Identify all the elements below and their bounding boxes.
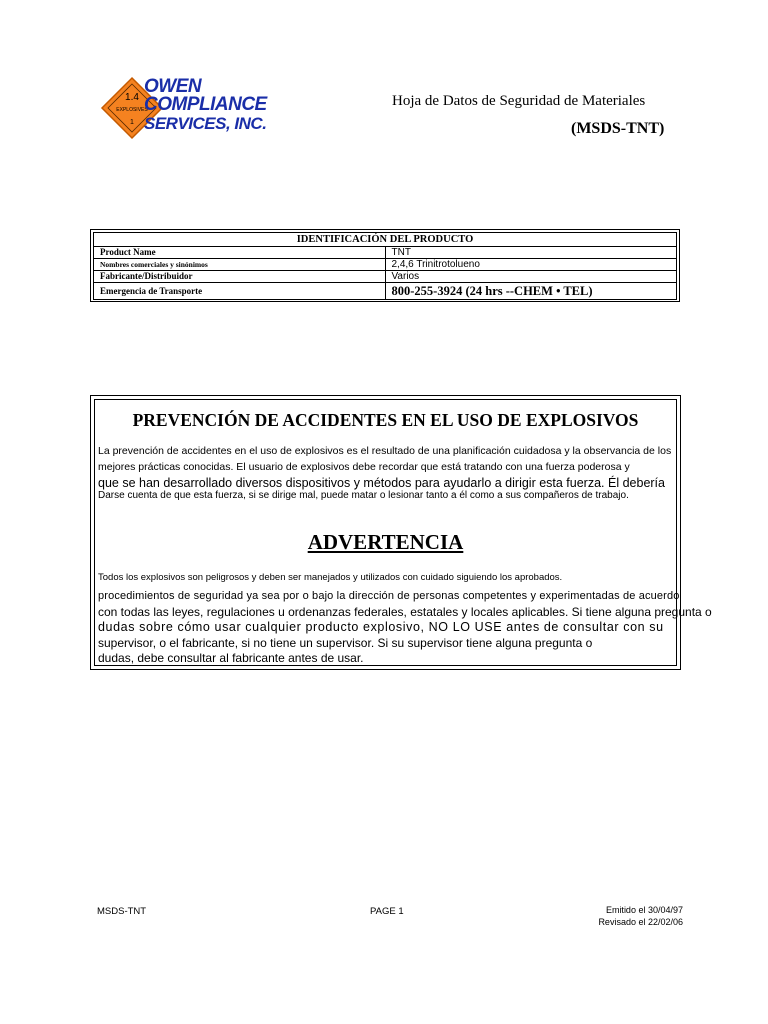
row-value-manufacturer: Varios — [385, 271, 677, 283]
table-row — [94, 283, 677, 300]
section-title: PREVENCIÓN DE ACCIDENTES EN EL USO DE EXPLOSIVOS — [132, 410, 639, 430]
footer-doc-code: MSDS-TNT — [97, 906, 147, 917]
warning-line: procedimientos de seguridad ya sea por o bajo la dirección de personas competentes y experimentadas de acuerdo — [98, 590, 680, 602]
diamond-class: 1 — [130, 119, 134, 126]
warning-line: dudas, debe consultar al fabricante antes de usar. — [98, 651, 364, 665]
warning-line: dudas sobre cómo usar cualquier producto explosivo, NO LO USE antes de consultar con su — [98, 620, 664, 634]
accident-prevention-box — [90, 395, 712, 670]
table-heading: IDENTIFICACIÓN DEL PRODUCTO — [94, 233, 677, 247]
row-label-product-name: Product Name — [94, 247, 386, 259]
product-identification-table — [90, 229, 680, 302]
diamond-number: 1.4 — [125, 92, 139, 103]
paragraph-line: que se han desarrollado diversos dispositivos y métodos para ayudarlo a dirigir esta fuerza. Él debería — [98, 476, 665, 490]
table-row — [94, 271, 677, 283]
row-label-emergency: Emergencia de Transporte — [94, 283, 386, 300]
company-logo — [100, 76, 280, 138]
paragraph-line: La prevención de accidentes en el uso de explosivos es el resultado de una planificación cuidadosa y la observancia de los — [98, 445, 672, 457]
warning-intro: Todos los explosivos son peligrosos y deben ser manejados y utilizados con cuidado siguiendo los aprobados. — [98, 572, 563, 583]
paragraph-line: Darse cuenta de que esta fuerza, si se dirige mal, puede matar o lesionar tanto a él como a sus compañeros de trabajo. — [98, 490, 629, 501]
warning-line: con todas las leyes, regulaciones u ordenanzas federales, estatales y locales aplicables. Si tiene alguna pregunta o — [98, 605, 712, 619]
accident-prevention-inner — [94, 399, 712, 666]
footer-page-number: PAGE 1 — [370, 906, 404, 917]
table-header-row — [94, 233, 677, 247]
logo-line-1: OWEN — [144, 76, 202, 97]
warning-title: ADVERTENCIA — [307, 530, 464, 554]
footer-revised-date: Revisado el 22/02/06 — [598, 917, 683, 927]
logo-line-3: SERVICES, INC. — [144, 114, 267, 133]
row-value-emergency-phone: 800-255-3924 (24 hrs --CHEM • TEL) — [385, 283, 677, 300]
footer-issued-date: Emitido el 30/04/97 — [605, 905, 683, 915]
row-label-manufacturer: Fabricante/Distribuidor — [94, 271, 386, 283]
row-value-trade-names: 2,4,6 Trinitrotolueno — [385, 259, 677, 271]
paragraph-line: mejores prácticas conocidas. El usuario de explosivos debe recordar que está tratando con una fuerza poderosa y — [98, 461, 630, 473]
logo-line-2: COMPLIANCE — [144, 94, 267, 115]
row-label-trade-names: Nombres comerciales y sinónimos — [94, 259, 386, 271]
table-row — [94, 247, 677, 259]
table-row — [94, 259, 677, 271]
row-value-product-name: TNT — [385, 247, 677, 259]
diamond-text: EXPLOSIVES — [116, 107, 148, 113]
document-title: Hoja de Datos de Seguridad de Materiales — [392, 93, 646, 109]
document-code: (MSDS-TNT) — [571, 120, 665, 137]
warning-line: supervisor, o el fabricante, si no tiene un supervisor. Si su supervisor tiene alguna pregunta o — [98, 636, 593, 650]
